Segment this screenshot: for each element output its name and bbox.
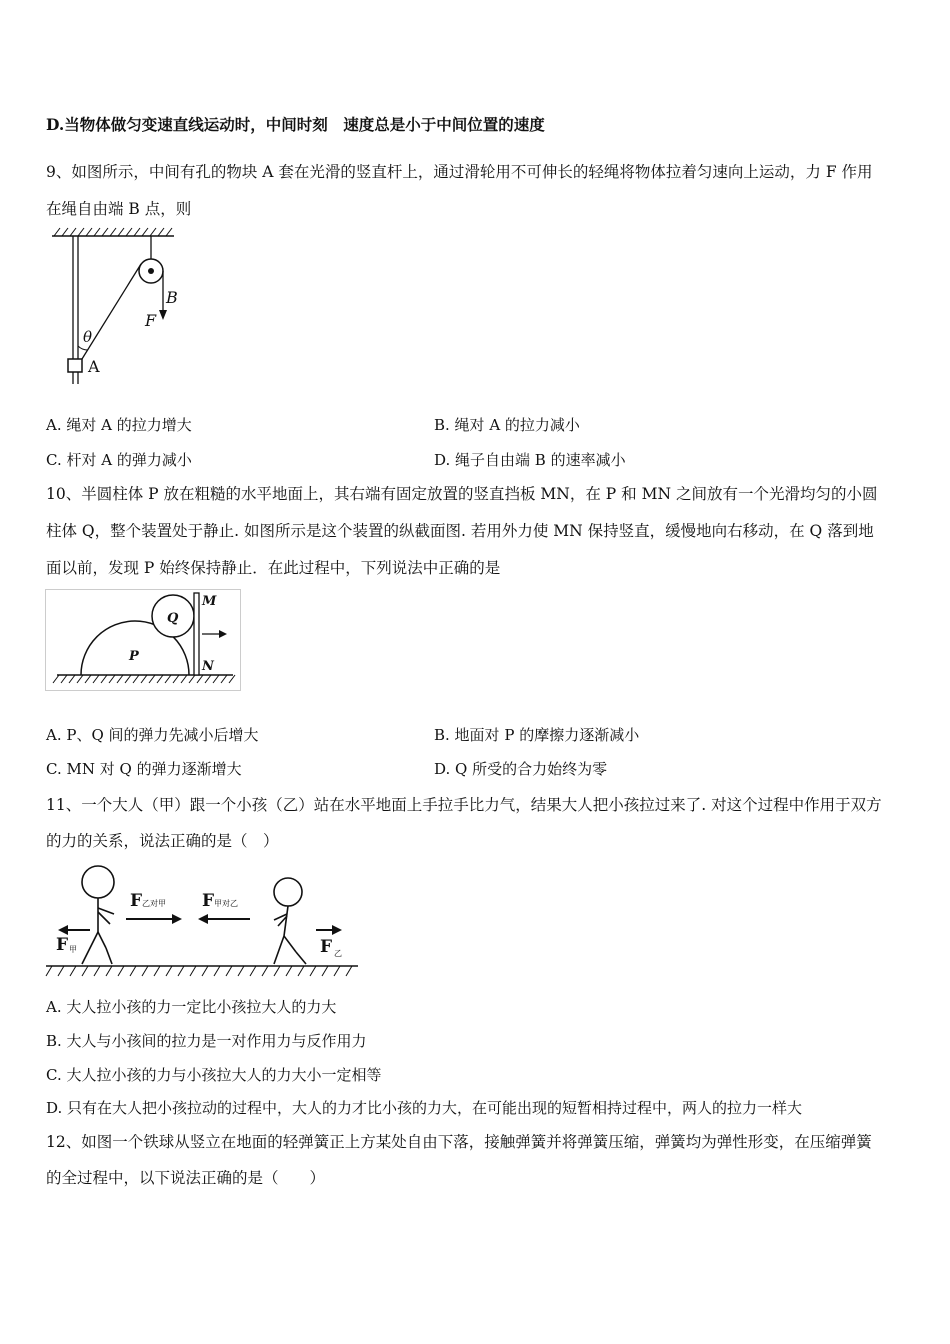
- q11-option-a[interactable]: A. 大人拉小孩的力一定比小孩拉大人的力大: [46, 998, 337, 1016]
- q9-angle-arc: [78, 346, 88, 350]
- q10-label-p: P: [129, 649, 139, 664]
- q10-option-b[interactable]: B. 地面对 P 的摩擦力逐渐减小: [434, 726, 640, 744]
- q9-option-c[interactable]: C. 杆对 A 的弹力减小: [46, 451, 192, 469]
- q9-pulley-figure: [44, 226, 184, 390]
- q11-label-f3-sub: 甲: [69, 945, 77, 954]
- q11-label-f2-sub: 甲对乙: [214, 899, 238, 908]
- q11-tug-figure: [44, 860, 360, 986]
- q11-label-f2: F: [202, 891, 215, 911]
- q11-option-c[interactable]: C. 大人拉小孩的力与小孩拉大人的力大小一定相等: [46, 1066, 382, 1084]
- q11-stem-line-2: 的力的关系，说法正确的是（ ）: [46, 832, 279, 850]
- q9-block-a: [68, 359, 82, 372]
- q10-option-a[interactable]: A. P、Q 间的弹力先减小后增大: [46, 726, 259, 744]
- q9-stem-line-2: 在绳自由端 B 点，则: [46, 200, 192, 218]
- q11-stem-line-1: 11、一个大人（甲）跟一个小孩（乙）站在水平地面上手拉手比力气，结果大人把小孩拉过来了. 对这个过程中作用于双方: [46, 796, 882, 814]
- q9-label-theta: θ: [83, 328, 93, 346]
- q10-stem-line-3: 面以前，发现 P 始终保持静止．在此过程中，下列说法中正确的是: [46, 559, 501, 577]
- q9-pulley-axle: [148, 268, 154, 274]
- q10-option-c[interactable]: C. MN 对 Q 的弹力逐渐增大: [46, 760, 242, 778]
- q11-force-yi-on-jia-head: [172, 914, 182, 924]
- q11-label-f1: F: [130, 891, 143, 911]
- q11-label-f1-sub: 乙对甲: [142, 899, 166, 908]
- q11-ground-hatch: [46, 966, 352, 976]
- q11-friction-jia-head: [58, 925, 68, 935]
- q11-force-jia-on-yi-head: [198, 914, 208, 924]
- q11-friction-yi-head: [332, 925, 342, 935]
- q12-stem-line-1: 12、如图一个铁球从竖立在地面的轻弹簧正上方某处自由下落，接触弹簧并将弹簧压缩，弹簧均为弹性形变，在压缩弹簧: [46, 1133, 872, 1151]
- q11-child-figure: [274, 878, 306, 964]
- q9-label-a: A: [88, 357, 100, 376]
- q9-label-b: B: [166, 288, 178, 307]
- q10-stem-line-2: 柱体 Q，整个装置处于静止. 如图所示是这个装置的纵截面图. 若用外力使 MN 保持竖直，缓慢地向右移动，在 Q 落到地: [46, 522, 874, 540]
- q10-label-q: Q: [167, 611, 179, 626]
- q10-label-m: M: [202, 594, 217, 609]
- q11-adult-figure: [82, 866, 114, 964]
- q10-cylinder-figure: [45, 589, 241, 691]
- q9-force-arrowhead: [159, 310, 167, 320]
- q10-option-d[interactable]: D. Q 所受的合力始终为零: [434, 760, 608, 778]
- q9-option-b[interactable]: B. 绳对 A 的拉力减小: [434, 416, 580, 434]
- q10-stem-line-1: 10、半圆柱体 P 放在粗糙的水平地面上，其右端有固定放置的竖直挡板 MN，在 P 和 MN 之间放有一个光滑均匀的小圆: [46, 485, 878, 503]
- q10-label-n: N: [202, 659, 214, 674]
- q11-option-b[interactable]: B. 大人与小孩间的拉力是一对作用力与反作用力: [46, 1032, 367, 1050]
- q10-board-mn: [194, 593, 199, 675]
- prev-question-option-d: D.当物体做匀变速直线运动时，中间时刻 速度总是小于中间位置的速度: [46, 115, 545, 134]
- q11-option-d[interactable]: D. 只有在大人把小孩拉动的过程中，大人的力才比小孩的力大，在可能出现的短暂相持过程中，两人的拉力一样大: [46, 1099, 803, 1117]
- q11-label-f4: F: [320, 937, 333, 957]
- q9-ceiling-hatch: [54, 228, 172, 236]
- q9-option-d[interactable]: D. 绳子自由端 B 的速率减小: [434, 451, 626, 469]
- q11-label-f3: F: [56, 935, 69, 955]
- q12-stem-line-2: 的全过程中，以下说法正确的是（ ）: [46, 1169, 326, 1187]
- q11-label-f4-sub: 乙: [334, 949, 342, 958]
- q9-stem-line-1: 9、如图所示，中间有孔的物块 A 套在光滑的竖直杆上，通过滑轮用不可伸长的轻绳将物体拉着匀速向上运动，力 F 作用: [46, 163, 873, 181]
- q9-option-a[interactable]: A. 绳对 A 的拉力增大: [46, 416, 192, 434]
- q9-label-f: F: [145, 311, 157, 330]
